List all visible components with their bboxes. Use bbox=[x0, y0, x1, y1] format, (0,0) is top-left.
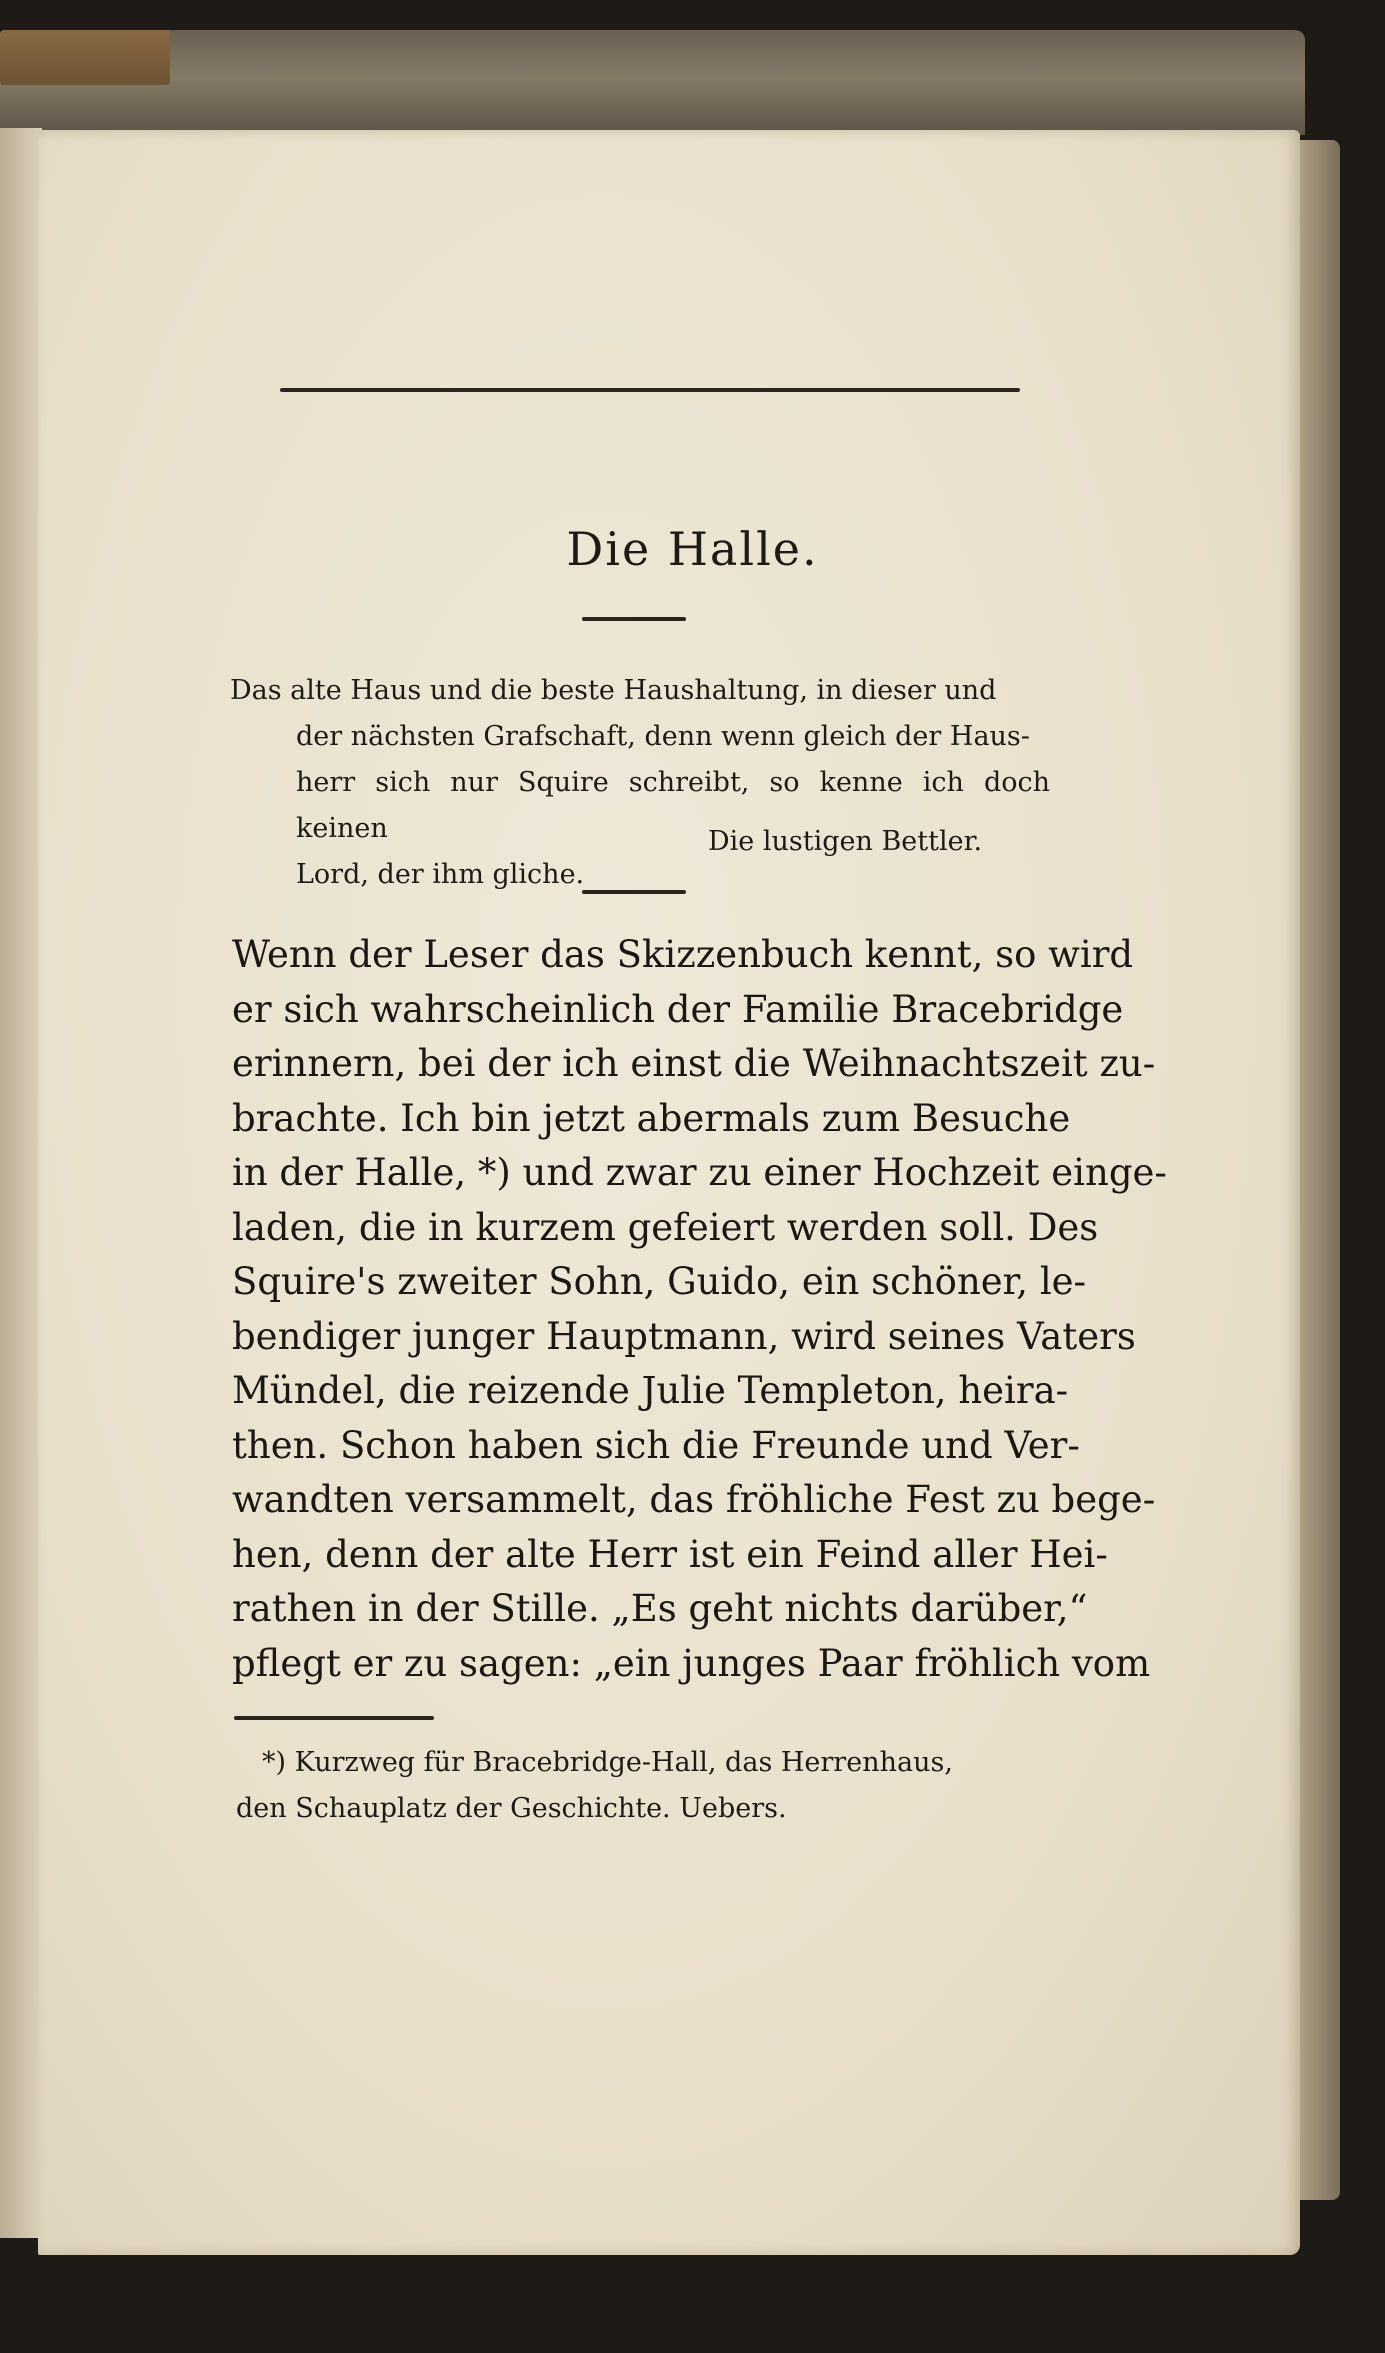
footnote-rule bbox=[234, 1716, 434, 1720]
body-line: Wenn der Leser das Skizzenbuch kennt, so wird bbox=[232, 933, 1134, 976]
body-line: erinnern, bei der ich einst die Weihnachtszeit zu- bbox=[232, 1042, 1156, 1085]
motto bbox=[230, 668, 1050, 898]
body-line: wandten versammelt, das fröhliche Fest zu bege- bbox=[232, 1478, 1156, 1521]
body-line: brachte. Ich bin jetzt abermals zum Besuche bbox=[232, 1096, 1071, 1140]
body-line: then. Schon haben sich die Freunde und Ver- bbox=[232, 1423, 1080, 1467]
motto-line: Lord, der ihm gliche. bbox=[296, 859, 585, 890]
body-line: er sich wahrscheinlich der Familie Bracebridge bbox=[232, 987, 1124, 1031]
body-line: hen, denn der alte Herr ist ein Feind aller Hei- bbox=[232, 1532, 1108, 1576]
binding-tab bbox=[0, 30, 170, 85]
motto-line: Das alte Haus und die beste Haushaltung, in dieser und bbox=[230, 675, 997, 706]
footnote-line: den Schauplatz der Geschichte. Uebers. bbox=[236, 1793, 787, 1824]
page-title: Die Halle. bbox=[566, 522, 819, 576]
body-line: in der Halle, *) und zwar zu einer Hochzeit einge- bbox=[232, 1151, 1167, 1194]
footnote bbox=[236, 1740, 1052, 1832]
body-line: Mündel, die reizende Julie Templeton, heira- bbox=[232, 1369, 1069, 1412]
body-line: laden, die in kurzem gefeiert werden soll. Des bbox=[232, 1205, 1099, 1249]
title-rule bbox=[582, 617, 686, 621]
body-line: pflegt er zu sagen: „ein junges Paar fröhlich vom bbox=[232, 1641, 1151, 1685]
body-line: rathen in der Stille. „Es geht nichts darüber,“ bbox=[232, 1587, 1088, 1630]
motto-rule bbox=[582, 890, 686, 894]
body-line: Squire's zweiter Sohn, Guido, ein schöner, le- bbox=[232, 1260, 1087, 1303]
body-line: bendiger junger Hauptmann, wird seines Vaters bbox=[232, 1314, 1136, 1358]
header-rule bbox=[280, 388, 1020, 392]
book-binding bbox=[0, 30, 1305, 135]
motto-line: der nächsten Grafschaft, denn wenn gleich der Haus- bbox=[296, 721, 1030, 752]
motto-line: herr sich nur Squire schreibt, so kenne ich doch keinen bbox=[296, 767, 1050, 844]
left-leaf bbox=[0, 128, 42, 2238]
body-text bbox=[232, 928, 1167, 1691]
footnote-line: *) Kurzweg für Bracebridge-Hall, das Herrenhaus, bbox=[262, 1747, 953, 1778]
motto-source: Die lustigen Bettler. bbox=[708, 826, 983, 857]
